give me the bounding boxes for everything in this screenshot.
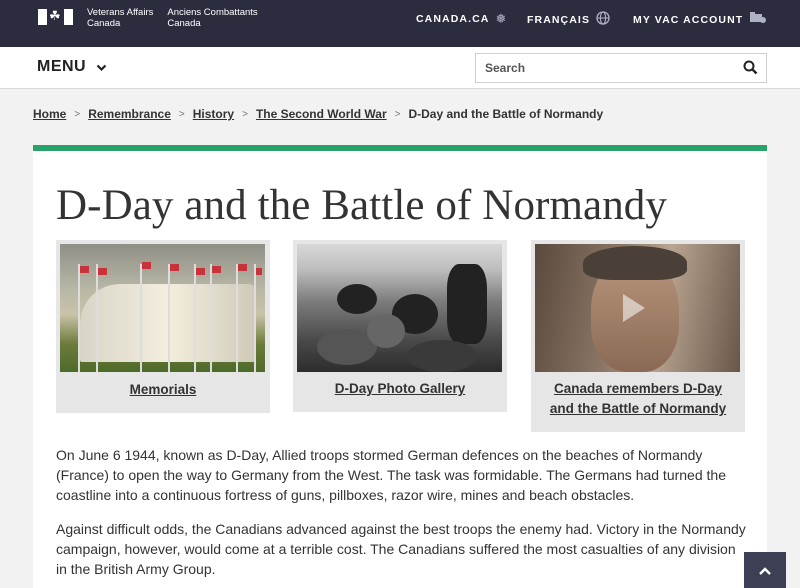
second-paragraph: Against difficult odds, the Canadians advanced against the best troops the enemy had. Victory in the Normandy campaign, however, would come at a terrible cost. The Canadians suffered the most casualties of any division in the British Army Group. [56, 521, 746, 577]
menu-bar [0, 47, 800, 89]
breadcrumb-separator: > [178, 108, 185, 120]
maple-leaf-icon: ❅ [495, 11, 507, 26]
chevron-up-icon [758, 566, 772, 576]
breadcrumb-home[interactable]: Home [33, 107, 67, 121]
play-icon[interactable] [623, 294, 645, 322]
back-to-top-button[interactable] [744, 552, 786, 588]
francais-label: FRANÇAIS [527, 13, 591, 26]
search-icon[interactable] [743, 60, 758, 75]
photo-gallery-link[interactable]: D-Day Photo Gallery [334, 381, 466, 396]
brand-french [167, 8, 257, 29]
breadcrumb-remembrance[interactable]: Remembrance [88, 107, 171, 121]
francais-link[interactable] [527, 11, 610, 28]
page-title: D-Day and the Battle of Normandy [56, 182, 667, 229]
canada-ca-label: CANADA.CA [416, 13, 490, 25]
breadcrumb-separator: > [242, 108, 248, 120]
menu-label: MENU [37, 58, 87, 75]
breadcrumb-separator: > [74, 108, 81, 120]
globe-icon [596, 11, 610, 28]
account-icon [749, 11, 767, 28]
canada-remembers-tile[interactable] [531, 240, 745, 432]
search-input[interactable] [476, 54, 726, 82]
brand-english [87, 8, 153, 29]
breadcrumb [33, 107, 603, 121]
brand-fr-line2: Canada [167, 17, 201, 29]
canada-ca-link[interactable] [416, 11, 506, 27]
brand-fr-line1: Anciens Combattants [167, 7, 258, 18]
memorials-link[interactable]: Memorials [129, 382, 197, 397]
breadcrumb-second-world-war[interactable]: The Second World War [255, 107, 387, 121]
brand-en-line1: Veterans Affairs [87, 7, 154, 18]
my-vac-account-label: MY VAC ACCOUNT [633, 13, 744, 26]
photo-gallery-tile[interactable] [293, 240, 507, 412]
brand-logo[interactable] [38, 8, 272, 29]
canada-remembers-link[interactable]: Canada remembers D-Day and the Battle of Normandy [549, 381, 727, 416]
breadcrumb-history[interactable]: History [192, 107, 235, 121]
breadcrumb-separator: > [394, 108, 401, 120]
my-vac-account-link[interactable] [633, 11, 767, 28]
menu-button[interactable] [37, 58, 107, 76]
brand-en-line2: Canada [87, 17, 121, 29]
canada-flag-icon [38, 9, 73, 25]
memorials-tile[interactable] [56, 240, 270, 413]
chevron-down-icon [96, 60, 107, 75]
top-bar [0, 0, 800, 47]
main-content [33, 145, 767, 588]
breadcrumb-current: D-Day and the Battle of Normandy [408, 107, 604, 121]
veteran-video-thumbnail [535, 244, 740, 372]
dday-photo [297, 244, 502, 372]
search-box [475, 53, 767, 83]
intro-paragraph: On June 6 1944, known as D-Day, Allied troops stormed German defences on the beaches of Normandy (France) to open the way to Germany from the West. The task was formidable. The Germans had turned the coastline into a continuous fortress of guns, pillboxes, razor wire, mines and beach obstacles. [56, 447, 726, 503]
memorial-photo [60, 244, 265, 372]
